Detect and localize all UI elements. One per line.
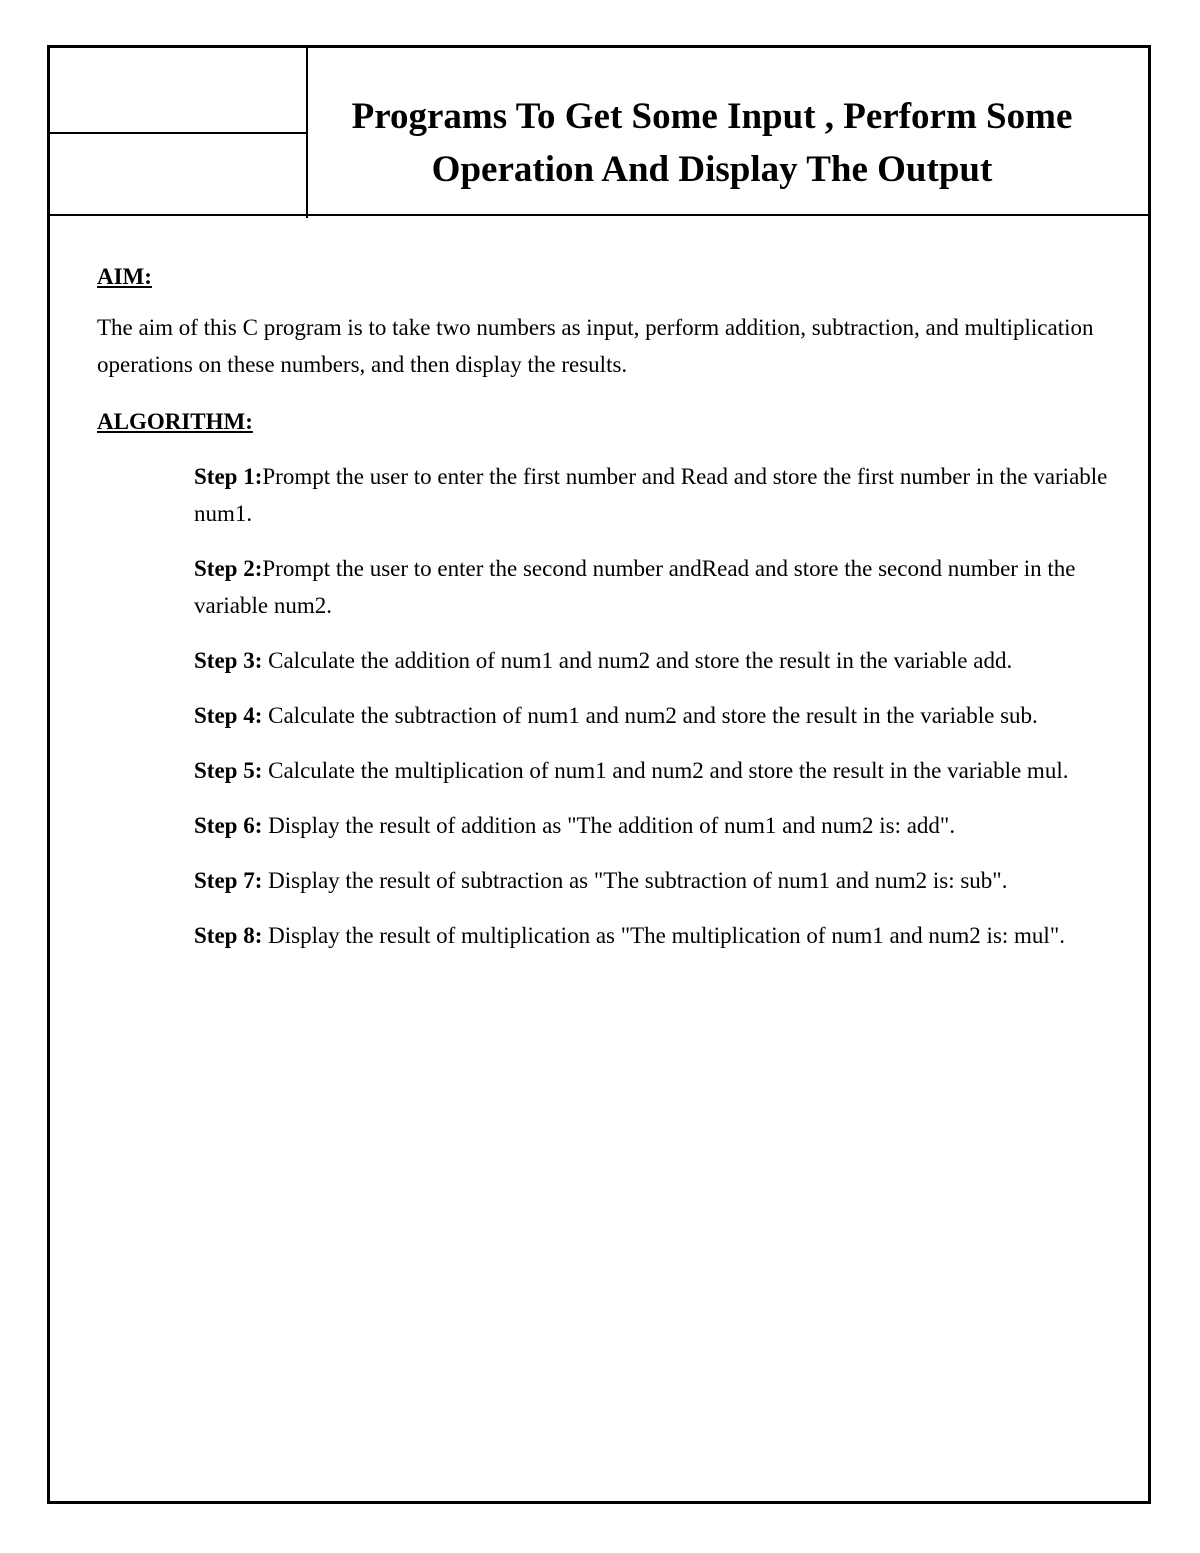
step-label: Step 6: [194, 813, 263, 838]
aim-text: The aim of this C program is to take two numbers as input, perform addition, subtraction, and multiplication operations on these numbers, and then display the results. [97, 315, 1094, 377]
algorithm-step [194, 752, 1134, 789]
step-label: Step 1: [194, 464, 263, 489]
algorithm-step [194, 807, 1134, 844]
document-body [97, 258, 1137, 972]
header-divider [50, 214, 1151, 216]
step-text: Prompt the user to enter the first number and Read and store the first number in the variable num1. [194, 464, 1108, 526]
algorithm-heading: ALGORITHM: [97, 409, 253, 434]
algorithm-step [194, 862, 1134, 899]
step-label: Step 3: [194, 648, 263, 673]
step-text: Display the result of subtraction as "The subtraction of num1 and num2 is: sub". [262, 868, 1008, 893]
aim-heading: AIM: [97, 264, 152, 289]
step-text: Display the result of addition as "The addition of num1 and num2 is: add". [262, 813, 956, 838]
page-title-line-1: Programs To Get Some Input , Perform Some [351, 96, 1073, 137]
algorithm-steps [97, 458, 1134, 954]
page-title-line-2: Operation And Display The Output [431, 149, 993, 190]
algorithm-step [194, 917, 1134, 954]
step-text: Display the result of multiplication as "The multiplication of num1 and num2 is: mul". [262, 923, 1065, 948]
algorithm-step [194, 550, 1134, 624]
step-text: Calculate the multiplication of num1 and num2 and store the result in the variable mul. [262, 758, 1069, 783]
step-text: Calculate the subtraction of num1 and num2 and store the result in the variable sub. [262, 703, 1038, 728]
page-title [312, 90, 1112, 196]
step-text: Prompt the user to enter the second number andRead and store the second number in the variable num2. [194, 556, 1076, 618]
step-label: Step 4: [194, 703, 263, 728]
step-label: Step 2: [194, 556, 263, 581]
algorithm-step [194, 458, 1134, 532]
step-label: Step 7: [194, 868, 263, 893]
step-label: Step 5: [194, 758, 263, 783]
algorithm-step [194, 642, 1134, 679]
header-table [50, 48, 1151, 218]
header-left-top-cell [50, 48, 306, 134]
algorithm-step [194, 697, 1134, 734]
header-left-cell [50, 48, 308, 218]
step-label: Step 8: [194, 923, 263, 948]
step-text: Calculate the addition of num1 and num2 and store the result in the variable add. [262, 648, 1013, 673]
